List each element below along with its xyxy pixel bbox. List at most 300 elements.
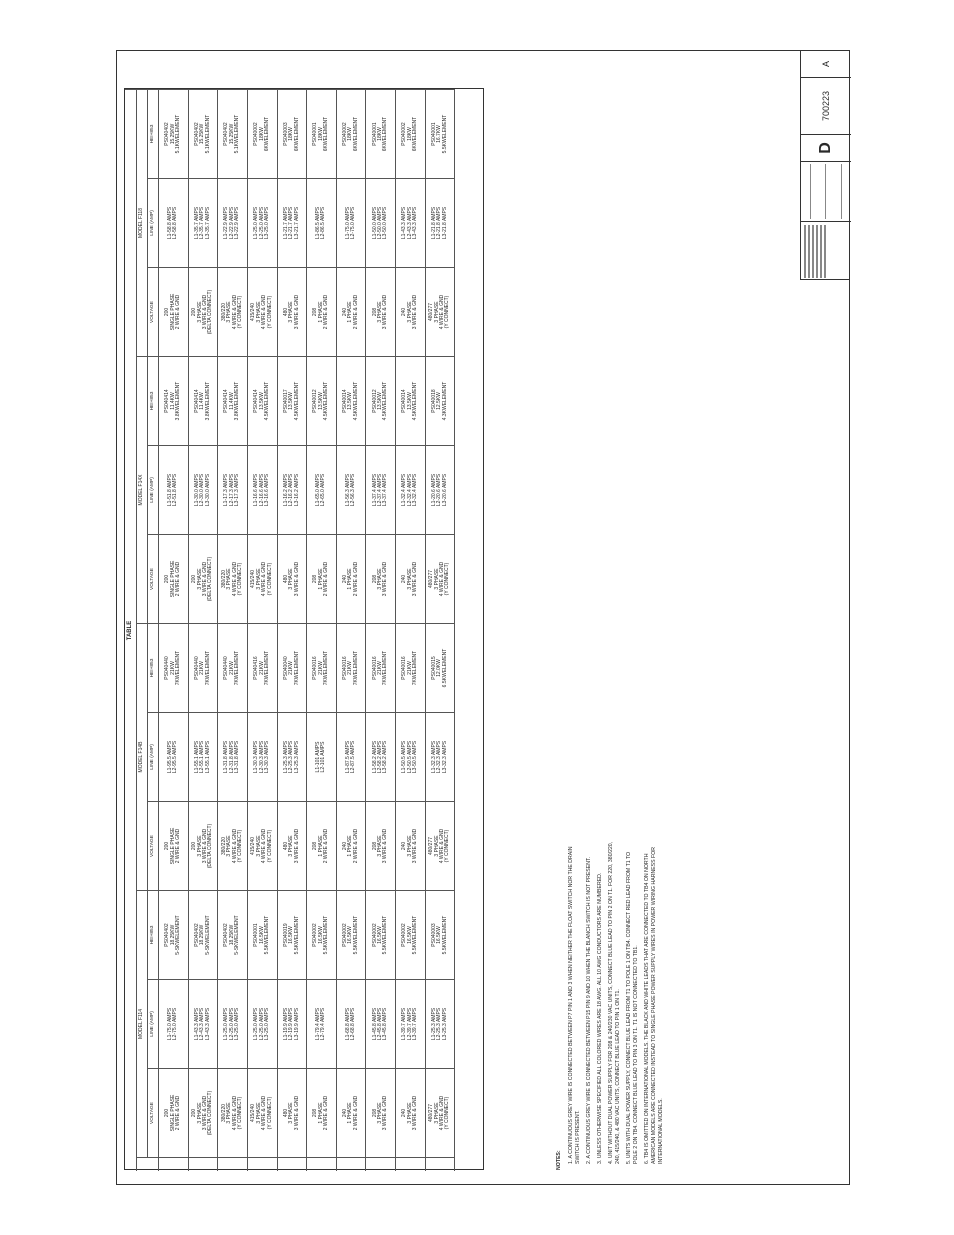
heater-cell xyxy=(248,890,278,979)
line-amps-cell xyxy=(426,712,456,801)
line-amps-cell xyxy=(337,445,367,534)
line-amps-cell xyxy=(307,979,337,1068)
note-item: 6. TB4 IS OMITTED ON INTERNATIONAL MODELS. THE BLACK AND WHITE LEADS THAT ARE CONNECTED TO TB4 ON NORTH AMERICAN MODELS ARE CONNECTED INSTEAD TO SINGLE PHASE POWER SUPPLY WIRES IN POWER WIRING HARNESS FOR INTERNATIONAL MODELS. xyxy=(644,847,664,1164)
voltage-cell xyxy=(337,267,367,356)
voltage-cell xyxy=(366,1068,396,1157)
cell-line: L3-50.0 AMPS xyxy=(382,206,389,240)
notes-title: NOTES: xyxy=(556,1150,562,1170)
cell-line: 208 xyxy=(371,307,378,317)
cell-line: 7KWELEMENT xyxy=(293,650,300,686)
voltage-cell xyxy=(366,267,396,356)
line-amps-cell xyxy=(307,178,337,267)
heater-cell xyxy=(159,89,189,178)
heater-cell xyxy=(307,356,337,445)
cell-line: L1-16.6 AMPS xyxy=(253,473,260,507)
cell-line: L2-79.4 AMPS xyxy=(320,1007,327,1041)
cell-line: 18KW xyxy=(288,127,295,141)
cell-line: 200 xyxy=(191,307,198,317)
line-amps-cell xyxy=(337,979,367,1068)
cell-line: PS040416 xyxy=(253,656,260,680)
cell-line: PS040040 xyxy=(282,656,289,680)
cell-line: L1-20.6 AMPS xyxy=(430,473,437,507)
cell-line: 21KW xyxy=(317,661,324,675)
cell-line: 480 xyxy=(282,574,289,584)
cell-line: L2-25.3 AMPS xyxy=(288,740,295,774)
cell-line: PS040002 xyxy=(371,923,378,947)
heater-cell xyxy=(248,89,278,178)
cell-line: L2-87.5 AMPS xyxy=(350,740,357,774)
line-amps-cell xyxy=(248,712,278,801)
sheet-size: D xyxy=(801,134,851,161)
cell-line: L3-35.7 AMPS xyxy=(204,206,211,240)
row-index xyxy=(396,1157,426,1171)
cell-line: L3-50.5 AMPS xyxy=(412,740,419,774)
cell-line: (Y CONNECT) xyxy=(236,295,243,329)
cell-line: (Y CONNECT) xyxy=(236,562,243,596)
cell-line: 16.5KW xyxy=(406,926,413,944)
cell-line: L3-43.3 AMPS xyxy=(204,1007,211,1041)
cell-line: 18KW xyxy=(317,127,324,141)
cell-line: 16.5KW xyxy=(288,926,295,944)
column-header: HEI+853 xyxy=(148,89,159,178)
cell-line: PS040001 xyxy=(430,122,437,146)
cell-line: L2-43.3 AMPS xyxy=(199,1007,206,1041)
row-index xyxy=(307,1157,337,1171)
cell-line: 3.8KWELEMENT xyxy=(204,381,211,421)
cell-line: 5.5KWELEMENT xyxy=(412,915,419,955)
title-block-info xyxy=(801,221,851,281)
cell-line: L1-30.3 AMPS xyxy=(253,740,260,774)
line-amps-cell xyxy=(189,178,219,267)
cell-line: L2-43.3 AMPS xyxy=(406,206,413,240)
cell-line: PS040001 xyxy=(312,122,319,146)
cell-line: 4 WIRE & GND xyxy=(439,294,446,330)
cell-line: 7KWELEMENT xyxy=(263,650,270,686)
heater-cell xyxy=(189,623,219,712)
cell-line: L2-30.0 AMPS xyxy=(199,473,206,507)
notes-section xyxy=(556,840,716,1170)
cell-line: 18.25KW xyxy=(199,924,206,946)
cell-line: 13.5KW xyxy=(406,392,413,410)
heater-cell xyxy=(337,89,367,178)
heater-cell xyxy=(366,890,396,979)
cell-line: 3 PHASE xyxy=(433,301,440,323)
cell-line: L2-55.1 AMPS xyxy=(199,740,206,774)
row-index xyxy=(248,1157,278,1171)
cell-line: 7KWELEMENT xyxy=(234,650,241,686)
cell-line: 2 WIRE & GND xyxy=(175,561,182,597)
cell-line: 16.5KW xyxy=(258,926,265,944)
cell-line: 16.5KW xyxy=(347,926,354,944)
cell-line: L3-19.9 AMPS xyxy=(293,1007,300,1041)
cell-line: 3 WIRE & GND xyxy=(412,828,419,864)
cell-line: L1-50.5 AMPS xyxy=(401,740,408,774)
voltage-cell xyxy=(396,801,426,890)
model-header: MODEL F14B xyxy=(137,623,148,890)
heater-cell xyxy=(159,623,189,712)
cell-line: L3-55.1 AMPS xyxy=(204,740,211,774)
cell-line: 380/220 xyxy=(220,836,227,856)
column-header: HEI+853 xyxy=(148,623,159,712)
drawing-number: 700223 xyxy=(801,77,851,134)
cell-line: 13.5KW xyxy=(347,392,354,410)
cell-line: L1-87.5 AMPS xyxy=(344,740,351,774)
cell-line: 6KWELEMENT xyxy=(263,116,270,152)
cell-line: 3 PHASE xyxy=(377,835,384,857)
cell-line: L1-35.7 AMPS xyxy=(193,206,200,240)
cell-line: 208 xyxy=(371,574,378,584)
line-amps-cell xyxy=(426,445,456,534)
cell-line: 380/220 xyxy=(220,1103,227,1123)
cell-line: 2 WIRE & GND xyxy=(175,828,182,864)
cell-line: 21KW xyxy=(258,661,265,675)
voltage-cell xyxy=(248,1068,278,1157)
cell-line: PS040402 xyxy=(223,923,230,947)
cell-line: L3-25.3 AMPS xyxy=(441,1007,448,1041)
cell-line: L1-56.3 AMPS xyxy=(344,473,351,507)
voltage-cell xyxy=(278,267,308,356)
cell-line: 480 xyxy=(282,841,289,851)
cell-line: L2-50.0 AMPS xyxy=(377,206,384,240)
cell-line: 4.5KWELEMENT xyxy=(382,381,389,421)
cell-line: L3-22.9 AMPS xyxy=(234,206,241,240)
line-amps-cell xyxy=(307,712,337,801)
voltage-cell xyxy=(426,267,456,356)
cell-line: PS040018 xyxy=(430,389,437,413)
cell-line: 3 PHASE xyxy=(377,568,384,590)
cell-line: 3 PHASE xyxy=(406,835,413,857)
cell-line: PS040012 xyxy=(371,389,378,413)
cell-line: 3 WIRE & GND xyxy=(382,828,389,864)
cell-line: PS040001 xyxy=(371,122,378,146)
cell-line: 480 xyxy=(282,307,289,317)
cell-line: (Y CONNECT) xyxy=(444,562,451,596)
cell-line: 4 WIRE & GND xyxy=(231,828,238,864)
cell-line: 3 PHASE xyxy=(255,301,262,323)
cell-line: 208 xyxy=(312,307,319,317)
cell-line: (Y CONNECT) xyxy=(236,1096,243,1130)
cell-line: PS040002 xyxy=(253,122,260,146)
cell-line: L2-50.5 AMPS xyxy=(406,740,413,774)
cell-line: PS040016 xyxy=(401,656,408,680)
cell-line: 4 WIRE & GND xyxy=(439,1095,446,1131)
cell-line: 5.1KWELEMENT xyxy=(175,114,182,154)
cell-line: 12.0KW xyxy=(436,659,443,677)
cell-line: 5.5KWELEMENT xyxy=(263,915,270,955)
cell-line: 2 WIRE & GND xyxy=(352,828,359,864)
voltage-cell xyxy=(159,801,189,890)
line-amps-cell xyxy=(189,979,219,1068)
cell-line: 3 WIRE & GND xyxy=(382,1095,389,1131)
cell-line: L1-65.0 AMPS xyxy=(315,473,322,507)
line-amps-cell xyxy=(159,445,189,534)
voltage-cell xyxy=(189,1068,219,1157)
cell-line: L1-32.4 AMPS xyxy=(401,473,408,507)
line-amps-cell xyxy=(396,979,426,1068)
cell-line: L2-25.3 AMPS xyxy=(436,1007,443,1041)
voltage-cell xyxy=(189,534,219,623)
cell-line: L1-21.7 AMPS xyxy=(282,206,289,240)
cell-line: L2-19.9 AMPS xyxy=(288,1007,295,1041)
cell-line: 240 xyxy=(342,574,349,584)
heater-cell xyxy=(189,890,219,979)
cell-line: 18KW xyxy=(406,127,413,141)
voltage-cell xyxy=(337,534,367,623)
line-amps-cell xyxy=(189,445,219,534)
cell-line: L2-58.8 AMPS xyxy=(172,206,179,240)
cell-line: 4 WIRE & GND xyxy=(439,828,446,864)
title-block-fields xyxy=(801,161,851,221)
cell-line: 4 WIRE & GND xyxy=(231,1095,238,1131)
cell-line: 13.5KW xyxy=(377,392,384,410)
cell-line: 3 PHASE xyxy=(377,301,384,323)
cell-line: 3 PHASE xyxy=(377,1102,384,1124)
voltage-cell xyxy=(248,801,278,890)
line-amps-cell xyxy=(426,178,456,267)
cell-line: L1-75.0 AMPS xyxy=(166,1007,173,1041)
cell-line: 3 PHASE xyxy=(196,1102,203,1124)
cell-line: 4.5KWELEMENT xyxy=(352,381,359,421)
line-amps-cell xyxy=(278,178,308,267)
cell-line: 21KW xyxy=(347,661,354,675)
heater-cell xyxy=(366,623,396,712)
cell-line: 3 WIRE & GND xyxy=(412,294,419,330)
cell-line: 200 xyxy=(164,1108,171,1118)
cell-line: 2 WIRE & GND xyxy=(352,1095,359,1131)
cell-line: PS040001 xyxy=(253,923,260,947)
cell-line: (Y CONNECT) xyxy=(444,295,451,329)
heater-cell xyxy=(248,356,278,445)
cell-line: 5-SKWELEMENT xyxy=(234,915,241,955)
cell-line: 1 PHASE xyxy=(317,301,324,323)
cell-line: 200 xyxy=(191,841,198,851)
voltage-cell xyxy=(218,801,248,890)
cell-line: 5.1KWELEMENT xyxy=(204,114,211,154)
cell-line: 5.1KWELEMENT xyxy=(234,114,241,154)
cell-line: PS040003 xyxy=(430,923,437,947)
cell-line: L1-75.0 AMPS xyxy=(344,206,351,240)
cell-line: 200 xyxy=(164,307,171,317)
cell-line: L3-25.0 AMPS xyxy=(234,1007,241,1041)
cell-line: 3 WIRE & GND xyxy=(201,294,208,330)
cell-line: 3.8KWELEMENT xyxy=(234,381,241,421)
cell-line: 1 PHASE xyxy=(317,835,324,857)
cell-line: L2-21.8 AMPS xyxy=(436,206,443,240)
cell-line: 415/240 xyxy=(250,836,257,856)
cell-line: 21KW xyxy=(406,661,413,675)
cell-line: L1-37.4 AMPS xyxy=(371,473,378,507)
cell-line: 3 PHASE xyxy=(288,301,295,323)
cell-line: 3 PHASE xyxy=(196,835,203,857)
cell-line: 4.5KWELEMENT xyxy=(323,381,330,421)
line-amps-cell xyxy=(218,712,248,801)
column-header: VOLTAGE xyxy=(148,801,159,890)
cell-line: 380/220 xyxy=(220,569,227,589)
cell-line: 2 WIRE & GND xyxy=(323,1095,330,1131)
heater-cell xyxy=(426,89,456,178)
cell-line: 18.25KW xyxy=(228,924,235,946)
cell-line: 480/277 xyxy=(428,836,435,856)
cell-line: 200 xyxy=(164,574,171,584)
cell-line: L2-30.3 AMPS xyxy=(258,740,265,774)
voltage-cell xyxy=(426,534,456,623)
line-amps-cell xyxy=(159,178,189,267)
cell-line: 12.5KW xyxy=(436,392,443,410)
voltage-cell xyxy=(366,534,396,623)
cell-line: L2-16.6 AMPS xyxy=(258,473,265,507)
voltage-cell xyxy=(366,801,396,890)
cell-line: PS040402 xyxy=(164,122,171,146)
cell-line: L2-31.8 AMPS xyxy=(228,740,235,774)
cell-line: L3-20.6 AMPS xyxy=(441,473,448,507)
model-header: MODEL F14X xyxy=(137,356,148,623)
cell-line: L2-75.0 AMPS xyxy=(172,1007,179,1041)
cell-line: 3.8KWELEMENT xyxy=(175,381,182,421)
cell-line: 5.5KWELEMENT xyxy=(441,114,448,154)
cell-line: L2-32.4 AMPS xyxy=(406,473,413,507)
cell-line: 4 WIRE & GND xyxy=(231,561,238,597)
cell-line: L1-101 AMPS xyxy=(315,741,322,773)
cell-line: 3 WIRE & GND xyxy=(201,1095,208,1131)
cell-line: 3 PHASE xyxy=(406,1102,413,1124)
cell-line: 415/240 xyxy=(250,302,257,322)
cell-line: SINGLE PHASE xyxy=(169,560,176,598)
cell-line: PS040002 xyxy=(342,923,349,947)
cell-line: L2-56.3 AMPS xyxy=(350,473,357,507)
cell-line: L1-45.8 AMPS xyxy=(371,1007,378,1041)
cell-line: L3-32.4 AMPS xyxy=(412,473,419,507)
column-header: VOLTAGE xyxy=(148,1068,159,1157)
cell-line: L1-39.7 AMPS xyxy=(401,1007,408,1041)
cell-line: 3 WIRE & GND xyxy=(293,1095,300,1131)
column-header: VOLTAGE xyxy=(148,267,159,356)
cell-line: 3 PHASE xyxy=(406,568,413,590)
cell-line: L3-43.3 AMPS xyxy=(412,206,419,240)
heater-cell xyxy=(337,356,367,445)
note-item: 4. UNIT WITHOUT DUAL POWER SUPPLY FOR 208 & 240/230 VAC UNITS, CONNECT BLUE LEAD TO PIN 2 ON T1. FOR 220, 380/220, 240, 415/240, & 480 VAC UNITS, CONNECT BLUE LEAD TO PIN 1 ON T1. xyxy=(608,841,621,1164)
heater-cell xyxy=(396,89,426,178)
note-item: 1. A CONTINUOUS GREY WIRE IS CONNECTED BETWEEN P7 PIN 1 AND 3 WHEN NEITHER THE FLOAT SWITCH NOR THE DRAIN SWITCH IS PRESENT. xyxy=(568,846,581,1164)
cell-line: 21KW xyxy=(169,661,176,675)
cell-line: 3 PHASE xyxy=(226,1102,233,1124)
cell-line: 3 PHASE xyxy=(196,568,203,590)
cell-line: L1-55.1 AMPS xyxy=(193,740,200,774)
cell-line: 4 WIRE & GND xyxy=(261,561,268,597)
cell-line: 21KW xyxy=(228,661,235,675)
line-amps-cell xyxy=(396,178,426,267)
cell-line: 3 PHASE xyxy=(288,835,295,857)
line-amps-cell xyxy=(218,178,248,267)
cell-line: 6.5KWELEMENT xyxy=(441,648,448,688)
line-amps-cell xyxy=(337,712,367,801)
cell-line: 3 PHASE xyxy=(288,1102,295,1124)
cell-line: 13.5KW xyxy=(288,392,295,410)
cell-line: L2-25.0 AMPS xyxy=(258,206,265,240)
voltage-cell xyxy=(218,1068,248,1157)
cell-line: 5.5KWELEMENT xyxy=(382,915,389,955)
cell-line: 3 WIRE & GND xyxy=(293,828,300,864)
line-amps-cell xyxy=(218,979,248,1068)
cell-line: 240 xyxy=(401,1108,408,1118)
cell-line: PS040002 xyxy=(401,122,408,146)
cell-line: 3 WIRE & GND xyxy=(412,1095,419,1131)
heater-cell xyxy=(396,890,426,979)
heater-cell xyxy=(396,356,426,445)
line-amps-cell xyxy=(159,712,189,801)
voltage-cell xyxy=(396,267,426,356)
cell-line: L1-30.0 AMPS xyxy=(193,473,200,507)
cell-line: (DELTA CONNECT) xyxy=(207,289,214,335)
cell-line: (Y CONNECT) xyxy=(266,829,273,863)
cell-line: L2-25.0 AMPS xyxy=(258,1007,265,1041)
cell-line: 3 WIRE & GND xyxy=(201,561,208,597)
cell-line: 3 PHASE xyxy=(406,301,413,323)
voltage-cell xyxy=(159,534,189,623)
cell-line: L2-37.4 AMPS xyxy=(377,473,384,507)
voltage-cell xyxy=(307,1068,337,1157)
voltage-cell xyxy=(337,801,367,890)
cell-line: L2-51.8 AMPS xyxy=(172,473,179,507)
cell-line: L1-25.0 AMPS xyxy=(223,1007,230,1041)
cell-line: L3-16.2 AMPS xyxy=(293,473,300,507)
cell-line: 240 xyxy=(401,841,408,851)
cell-line: L3-30.0 AMPS xyxy=(204,473,211,507)
cell-line: PS040440 xyxy=(164,656,171,680)
voltage-cell xyxy=(426,801,456,890)
cell-line: 2 WIRE & GND xyxy=(352,294,359,330)
line-amps-cell xyxy=(426,979,456,1068)
cell-line: PS040017 xyxy=(282,389,289,413)
cell-line: PS040003 xyxy=(282,122,289,146)
line-amps-cell xyxy=(366,712,396,801)
cell-line: 18KW xyxy=(347,127,354,141)
cell-line: 480/277 xyxy=(428,1103,435,1123)
cell-line: 4 WIRE & GND xyxy=(261,294,268,330)
cell-line: 240 xyxy=(342,307,349,317)
cell-line: 3 PHASE xyxy=(226,301,233,323)
cell-line: 2 WIRE & GND xyxy=(175,294,182,330)
cell-line: 240 xyxy=(401,574,408,584)
cell-line: (DELTA CONNECT) xyxy=(207,823,214,869)
cell-line: PS040012 xyxy=(312,389,319,413)
row-index xyxy=(366,1157,396,1171)
cell-line: L1-16.2 AMPS xyxy=(282,473,289,507)
heater-cell xyxy=(159,356,189,445)
cell-line: PS040402 xyxy=(164,923,171,947)
voltage-cell xyxy=(426,1068,456,1157)
line-amps-cell xyxy=(159,979,189,1068)
cell-line: 3 PHASE xyxy=(433,568,440,590)
cell-line: 6KWELEMENT xyxy=(382,116,389,152)
cell-line: L3-21.7 AMPS xyxy=(293,206,300,240)
line-amps-cell xyxy=(218,445,248,534)
cell-line: 15.25KW xyxy=(169,123,176,145)
cell-line: PS040016 xyxy=(312,656,319,680)
cell-line: 21KW xyxy=(199,661,206,675)
cell-line: 3 WIRE & GND xyxy=(293,561,300,597)
cell-line: L3-37.4 AMPS xyxy=(382,473,389,507)
cell-line: 6KWELEMENT xyxy=(323,116,330,152)
heater-cell xyxy=(218,356,248,445)
cell-line: L2-68.8 AMPS xyxy=(350,1007,357,1041)
cell-line: (Y CONNECT) xyxy=(266,1096,273,1130)
voltage-cell xyxy=(278,1068,308,1157)
cell-line: L1-25.0 AMPS xyxy=(253,206,260,240)
cell-line: 4 WIRE & GND xyxy=(439,561,446,597)
cell-line: L1-22.9 AMPS xyxy=(223,206,230,240)
cell-line: 7KWELEMENT xyxy=(412,650,419,686)
cell-line: PS040414 xyxy=(193,389,200,413)
